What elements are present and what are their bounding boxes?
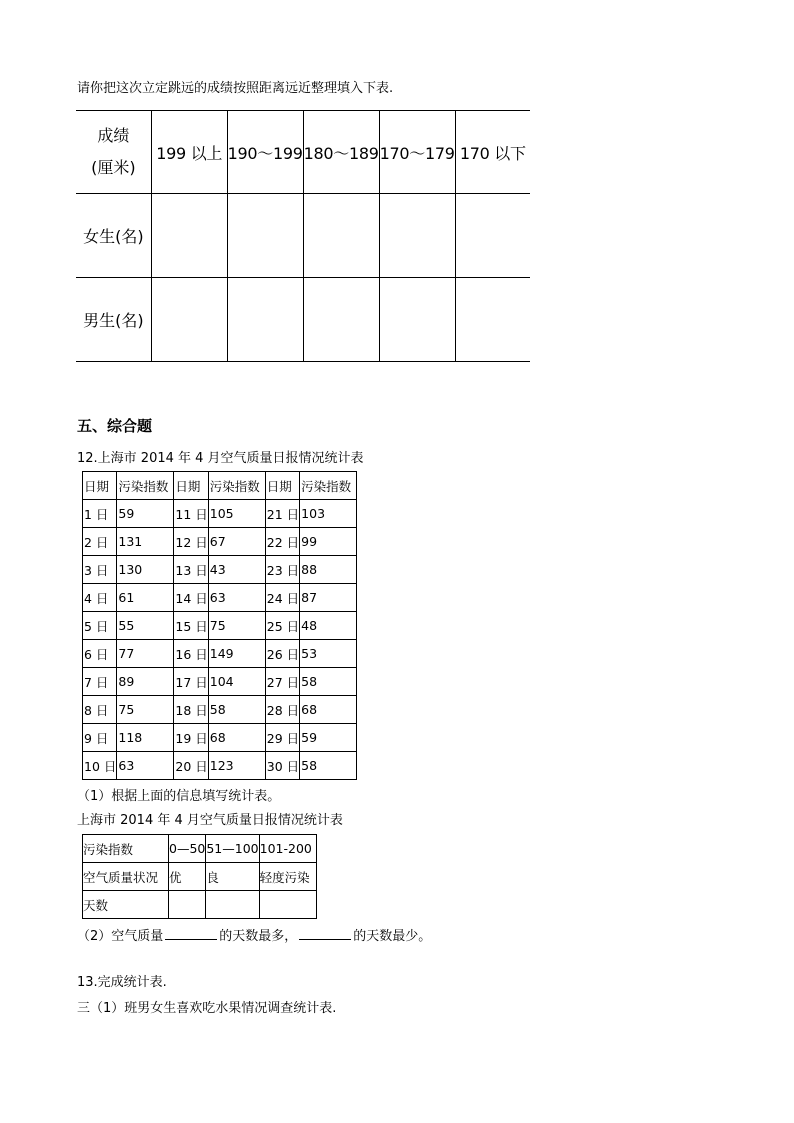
column-header: 污染指数: [208, 472, 265, 500]
summary-cell: 空气质量状况: [83, 863, 169, 891]
air-quality-daily-table: [82, 471, 357, 780]
blank-cell[interactable]: [303, 194, 379, 278]
date-cell: 10 日: [83, 752, 117, 780]
table-row: [83, 696, 357, 724]
summary-cell: 轻度污染: [259, 863, 316, 891]
index-cell: 58: [300, 668, 357, 696]
index-cell: 77: [117, 640, 174, 668]
index-cell: 67: [208, 528, 265, 556]
intro-text: 请你把这次立定跳远的成绩按照距离远近整理填入下表.: [77, 81, 394, 96]
column-header: 日期: [174, 472, 208, 500]
air-quality-summary-table: [82, 834, 317, 919]
summary-cell: 101-200: [259, 835, 316, 863]
date-cell: 11 日: [174, 500, 208, 528]
index-cell: 87: [300, 584, 357, 612]
date-cell: 22 日: [265, 528, 299, 556]
blank-cell[interactable]: [455, 194, 530, 278]
table-row: [83, 724, 357, 752]
date-cell: 9 日: [83, 724, 117, 752]
part2-text-c: 的天数最少。: [353, 929, 432, 944]
part2-text-a: （2）空气质量: [77, 929, 164, 944]
date-cell: 3 日: [83, 556, 117, 584]
index-cell: 58: [300, 752, 357, 780]
range-header: 180～189: [303, 111, 379, 194]
index-cell: 130: [117, 556, 174, 584]
q13-title: 13.完成统计表.: [77, 975, 167, 990]
column-header: 日期: [83, 472, 117, 500]
index-cell: 88: [300, 556, 357, 584]
table-row: [83, 584, 357, 612]
index-cell: 123: [208, 752, 265, 780]
index-cell: 58: [208, 696, 265, 724]
date-cell: 13 日: [174, 556, 208, 584]
index-cell: 59: [300, 724, 357, 752]
blank-cell[interactable]: [259, 891, 316, 919]
blank-cell[interactable]: [169, 891, 206, 919]
index-cell: 104: [208, 668, 265, 696]
range-header: 170～179: [379, 111, 455, 194]
date-cell: 23 日: [265, 556, 299, 584]
date-cell: 1 日: [83, 500, 117, 528]
index-cell: 55: [117, 612, 174, 640]
score-header-line2: (厘米): [91, 158, 136, 177]
index-cell: 68: [208, 724, 265, 752]
blank-cell[interactable]: [227, 194, 303, 278]
index-cell: 68: [300, 696, 357, 724]
date-cell: 8 日: [83, 696, 117, 724]
q12-part2: [77, 925, 431, 946]
index-cell: 61: [117, 584, 174, 612]
index-cell: 99: [300, 528, 357, 556]
summary-cell: 0—50: [169, 835, 206, 863]
index-cell: 63: [117, 752, 174, 780]
section-heading: 五、综合题: [77, 417, 153, 435]
summary-table-title: 上海市 2014 年 4 月空气质量日报情况统计表: [77, 813, 343, 828]
date-cell: 21 日: [265, 500, 299, 528]
date-cell: 7 日: [83, 668, 117, 696]
blank-cell[interactable]: [455, 278, 530, 362]
index-cell: 75: [208, 612, 265, 640]
range-header: 170 以下: [455, 111, 530, 194]
column-header: 日期: [265, 472, 299, 500]
range-header: 199 以上: [151, 111, 227, 194]
date-cell: 29 日: [265, 724, 299, 752]
summary-cell: 天数: [83, 891, 169, 919]
date-cell: 27 日: [265, 668, 299, 696]
summary-cell: 优: [169, 863, 206, 891]
index-cell: 43: [208, 556, 265, 584]
blank-cell[interactable]: [303, 278, 379, 362]
table-row: [83, 612, 357, 640]
table-row: [83, 752, 357, 780]
table-row: [83, 556, 357, 584]
table-row: [83, 668, 357, 696]
date-cell: 2 日: [83, 528, 117, 556]
index-cell: 53: [300, 640, 357, 668]
blank-cell[interactable]: [227, 278, 303, 362]
index-cell: 89: [117, 668, 174, 696]
index-cell: 118: [117, 724, 174, 752]
part2-text-b: 的天数最多，: [219, 929, 298, 944]
table-row: [83, 640, 357, 668]
index-cell: 48: [300, 612, 357, 640]
score-header-line1: 成绩: [97, 126, 130, 145]
blank-cell[interactable]: [379, 278, 455, 362]
date-cell: 4 日: [83, 584, 117, 612]
index-cell: 63: [208, 584, 265, 612]
date-cell: 12 日: [174, 528, 208, 556]
q12-title: 12.上海市 2014 年 4 月空气质量日报情况统计表: [77, 451, 364, 466]
column-header: 污染指数: [117, 472, 174, 500]
score-header-cell: [76, 111, 151, 194]
date-cell: 5 日: [83, 612, 117, 640]
column-header: 污染指数: [300, 472, 357, 500]
date-cell: 30 日: [265, 752, 299, 780]
row-label-boys: 男生(名): [76, 278, 151, 362]
index-cell: 149: [208, 640, 265, 668]
summary-cell: 良: [206, 863, 259, 891]
q13-subtitle: 三（1）班男女生喜欢吃水果情况调查统计表.: [77, 1001, 337, 1016]
range-header: 190～199: [227, 111, 303, 194]
summary-cell: 污染指数: [83, 835, 169, 863]
index-cell: 103: [300, 500, 357, 528]
answer-blank[interactable]: [299, 925, 351, 940]
date-cell: 25 日: [265, 612, 299, 640]
date-cell: 14 日: [174, 584, 208, 612]
date-cell: 16 日: [174, 640, 208, 668]
date-cell: 20 日: [174, 752, 208, 780]
table-row: [83, 500, 357, 528]
table-header-row: [83, 472, 357, 500]
answer-blank[interactable]: [165, 925, 217, 940]
index-cell: 105: [208, 500, 265, 528]
date-cell: 17 日: [174, 668, 208, 696]
blank-cell[interactable]: [206, 891, 259, 919]
index-cell: 59: [117, 500, 174, 528]
date-cell: 18 日: [174, 696, 208, 724]
long-jump-table: [76, 110, 530, 362]
date-cell: 6 日: [83, 640, 117, 668]
blank-cell[interactable]: [151, 278, 227, 362]
summary-cell: 51—100: [206, 835, 259, 863]
q12-part1: （1）根据上面的信息填写统计表。: [77, 789, 281, 804]
index-cell: 75: [117, 696, 174, 724]
table-row: [83, 528, 357, 556]
blank-cell[interactable]: [379, 194, 455, 278]
blank-cell[interactable]: [151, 194, 227, 278]
date-cell: 19 日: [174, 724, 208, 752]
row-label-girls: 女生(名): [76, 194, 151, 278]
date-cell: 15 日: [174, 612, 208, 640]
date-cell: 24 日: [265, 584, 299, 612]
index-cell: 131: [117, 528, 174, 556]
date-cell: 28 日: [265, 696, 299, 724]
date-cell: 26 日: [265, 640, 299, 668]
